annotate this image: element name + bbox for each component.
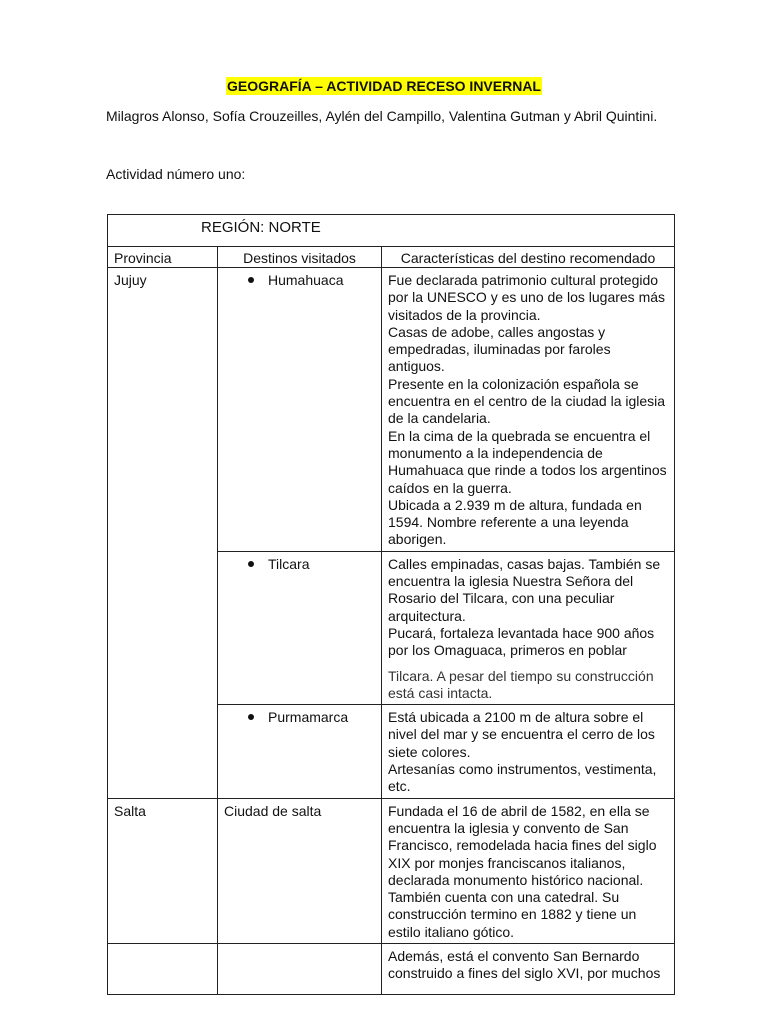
destination-cell	[218, 551, 382, 704]
column-header-characteristics-label: Características del destino recomendado	[400, 250, 656, 266]
activity-label: Actividad número uno:	[106, 166, 246, 182]
description	[382, 944, 674, 985]
province-name: Jujuy	[114, 272, 147, 288]
column-header-province	[108, 247, 218, 268]
region-table	[107, 214, 675, 995]
description-cell	[382, 268, 675, 552]
destination-name: Tilcara	[268, 555, 310, 572]
bullet-icon	[248, 561, 254, 567]
province-cell	[108, 268, 218, 799]
description-line: Fue declarada patrimonio cultural protegido por la UNESCO y es uno de los lugares más visitados de la provincia.	[388, 272, 666, 323]
description-line: Fundada el 16 de abril de 1582, en ella se encuentra la iglesia y convento de San Francisco, remodelada hacia fines del siglo XIX por monjes franciscanos italianos, declarada monumento histórico nacional. También cuenta con una catedral. Su construcción termino en 1882 y tiene un estilo italiano gótico.	[388, 802, 657, 940]
description	[382, 552, 674, 704]
destination-name: Humahuaca	[268, 272, 344, 288]
destination-name: Ciudad de salta	[224, 802, 322, 819]
description	[382, 268, 674, 551]
description-line: Presente en la colonización española se encuentra en el centro de la ciudad la iglesia de la candelaria.	[388, 375, 666, 427]
destination-cell	[218, 705, 382, 798]
province-cell	[108, 798, 218, 943]
table-row	[108, 798, 675, 943]
description-line: Casas de adobe, calles angostas y empedradas, iluminadas por faroles antiguos.	[388, 323, 611, 375]
bullet-icon	[248, 277, 254, 283]
province-cell	[108, 943, 218, 994]
description-cell	[382, 551, 675, 704]
destination-cell	[218, 268, 382, 552]
destination-item	[218, 705, 381, 725]
destination-cell	[218, 943, 382, 994]
table-row	[108, 943, 675, 994]
description-line: Pucará, fortaleza levantada hace 900 años por los Omaguaca, primeros en poblar	[388, 624, 655, 659]
description-line: Ubicada a 2.939 m de altura, fundada en 1594. Nombre referente a una leyenda aborigen.	[388, 496, 642, 548]
description-line: Calles empinadas, casas bajas. También se encuentra la iglesia Nuestra Señora del Rosario del Tilcara, con una peculiar arquitectura.	[388, 555, 661, 624]
destination-name	[218, 944, 381, 952]
column-header-destinations-label: Destinos visitados	[243, 250, 356, 266]
description-cell	[382, 705, 675, 798]
region-header-row	[108, 215, 675, 247]
authors-line: Milagros Alonso, Sofía Crouzeilles, Aylén del Campillo, Valentina Gutman y Abril Quintini.	[106, 108, 658, 124]
bullet-icon	[248, 714, 254, 720]
description-line: Artesanías como instrumentos, vestimenta, etc.	[388, 761, 657, 795]
table-row	[108, 268, 675, 552]
region-header-cell	[108, 215, 675, 247]
column-header-destinations	[218, 247, 382, 268]
description-line: Tilcara. A pesar del tiempo su construcción está casi intacta.	[388, 667, 654, 701]
document-title	[0, 78, 768, 94]
description-cell	[382, 943, 675, 994]
column-header-characteristics	[382, 247, 675, 268]
province-name	[108, 944, 217, 952]
destination-item	[218, 552, 381, 572]
description	[382, 705, 674, 797]
destination-cell	[218, 798, 382, 943]
column-header-province-label: Provincia	[114, 250, 172, 266]
description-line: En la cima de la quebrada se encuentra el monumento a la independencia de Humahuaca que rinde a todos los argentinos caídos en la guerra.	[388, 427, 667, 496]
destination-item	[218, 268, 381, 288]
description-cell	[382, 798, 675, 943]
column-header-row	[108, 247, 675, 268]
description-line: Además, está el convento San Bernardo construido a fines del siglo XVI, por muchos	[388, 947, 661, 982]
document-title-text: GEOGRAFÍA – ACTIVIDAD RECESO INVERNAL	[227, 78, 541, 94]
description-line: Está ubicada a 2100 m de altura sobre el nivel del mar y se encuentra el cerro de los siete colores.	[388, 709, 655, 760]
description	[382, 799, 674, 943]
province-name: Salta	[114, 802, 146, 819]
destination-name: Purmamarca	[268, 709, 349, 726]
region-title: REGIÓN: NORTE	[201, 219, 321, 236]
